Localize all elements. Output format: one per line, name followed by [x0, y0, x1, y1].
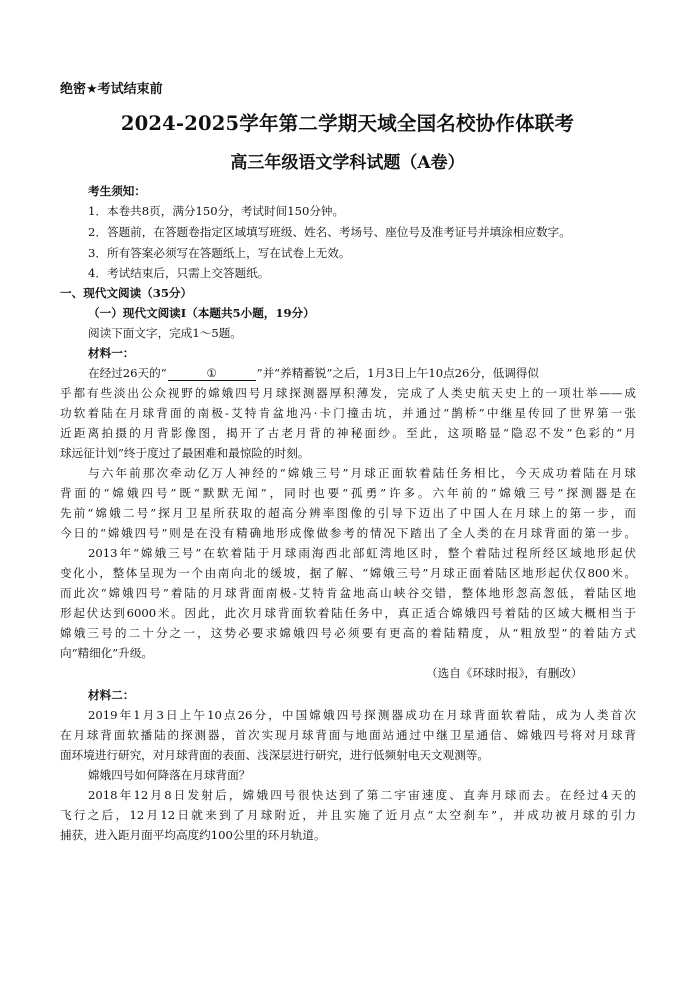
- source-citation: （选自《环球时报》，有删改）: [426, 666, 583, 680]
- paragraph-line: 捕获，进入距月面平均高度约100公里的环月轨道。: [60, 828, 326, 842]
- paragraph-line: 球远征计划”终于度过了最困难和最惊险的时刻。: [60, 446, 310, 460]
- paragraph-line: 面环境进行研究，对月球背面的表面、浅深层进行研究，进行低频射电天文观测等。: [60, 748, 489, 762]
- confidential-label: 绝密★考试结束前: [60, 82, 163, 97]
- exam-subtitle: 高三年级语文学科试题（A卷）: [230, 153, 465, 173]
- text-segment: ”并“养精蓄锐”之后，1月3日上午10点26分，低调得似: [256, 366, 539, 380]
- paragraph-line: 嫦娥三号的二十分之一，这势必要求嫦娥四号必须要有更高的着陆精度，从“粗放型”的着陆方式: [60, 626, 636, 640]
- notice-item: 1．本卷共8页，满分150分，考试时间150分钟。: [88, 204, 345, 218]
- paragraph-line: 先前“嫦娥二号”探月卫星所获取的超高分辨率图像的引导下迈出了中国人在月球上的第一步，而: [60, 506, 636, 520]
- paragraph-line: 2013年“嫦娥三号”在软着陆于月球雨海西北部虹湾地区时，整个着陆过程所经区域地形起伏: [88, 546, 636, 560]
- paragraph-line: 变化小，整体呈现为一个由南向北的缓坡，据了解、“嫦娥三号”月球正面着陆区地形起伏仅800米。: [60, 566, 636, 580]
- blank-one: ①: [168, 367, 256, 381]
- paragraph-line: 背面的“嫦娥四号”既“默默无闻”，同时也要“孤勇”许多。六年前的“嫦娥三号”探测器是在: [60, 486, 636, 500]
- reading-instruction: 阅读下面文字，完成1～5题。: [88, 326, 242, 340]
- paragraph-line: 向“精细化”升级。: [60, 646, 154, 660]
- exam-title: 2024-2025学年第二学期天域全国名校协作体联考: [120, 112, 575, 135]
- sub-section-heading: （一）现代文阅读Ⅰ（本题共5小题，19分）: [88, 306, 315, 320]
- paragraph-line: 在月球背面软播陆的探测器，首次实现月球背面与地面站通过中继卫星通信、嫦娥四号将对月球背: [60, 728, 636, 742]
- paragraph-line: 形起伏达到6000米。因此，此次月球背面软着陆任务中，真正适合嫦娥四号着陆的区域大概相当于: [60, 606, 636, 620]
- paragraph-line: 与六年前那次牵动亿万人神经的“嫦娥三号”月球正面软着陆任务相比，今天成功着陆在月球: [88, 466, 636, 480]
- paragraph-line: 今日的“嫦娥四号”则是在没有精确地形成像做参考的情况下踏出了全人类的在月球背面的第一步。: [60, 526, 636, 540]
- material-two-label: 材料二：: [88, 688, 135, 702]
- notice-item: 3．所有答案必须写在答题纸上，写在试卷上无效。: [88, 246, 351, 260]
- question-line: 嫦娥四号如何降落在月球背面？: [88, 768, 251, 782]
- paragraph-line: 2019年1月3日上午10点26分，中国嫦娥四号探测器成功在月球背面软着陆，成为人类首次: [88, 708, 636, 722]
- material-one-label: 材料一：: [88, 346, 135, 360]
- section-heading: 一、现代文阅读（35分）: [60, 286, 193, 300]
- paragraph-line: 功软着陆在月球背面的南极-艾特肯盆地冯·卡门撞击坑，并通过“鹊桥”中继星传回了世界第一张: [60, 406, 636, 420]
- notice-heading: 考生须知：: [88, 184, 146, 198]
- paragraph-line: 而此次“嫦娥四号”着陆的月球背面南极-艾特肯盆地高山峡谷交错，整体地形怱高怱低，着陆区地: [60, 586, 636, 600]
- paragraph-line: 近距离拍摄的月背影像图，揭开了古老月背的神秘面纱。至此，这项略显“隐忍不发”色彩的“月: [60, 426, 636, 440]
- paragraph-line: 2018年12月8日发射后，嫦娥四号很快达到了第二宇宙速度、直奔月球而去。在经过4天的: [88, 788, 636, 802]
- material-one-first-line: [88, 366, 636, 381]
- paragraph-line: 乎都有些淡出公众视野的嫦娥四号月球探测器厚积薄发，完成了人类史航天史上的一项壮举——成: [60, 386, 636, 400]
- text-segment: 在经过26天的“: [88, 366, 167, 380]
- paragraph-line: 飞行之后，12月12日就来到了月球附近，并且实施了近月点“太空刹车”，并成功被月球的引力: [60, 808, 636, 822]
- notice-item: 4．考试结束后，只需上交答题纸。: [88, 266, 270, 280]
- notice-item: 2．答题前，在答题卷指定区域填写班级、姓名、考场号、座位号及准考证号并填涂相应数字。: [88, 225, 571, 239]
